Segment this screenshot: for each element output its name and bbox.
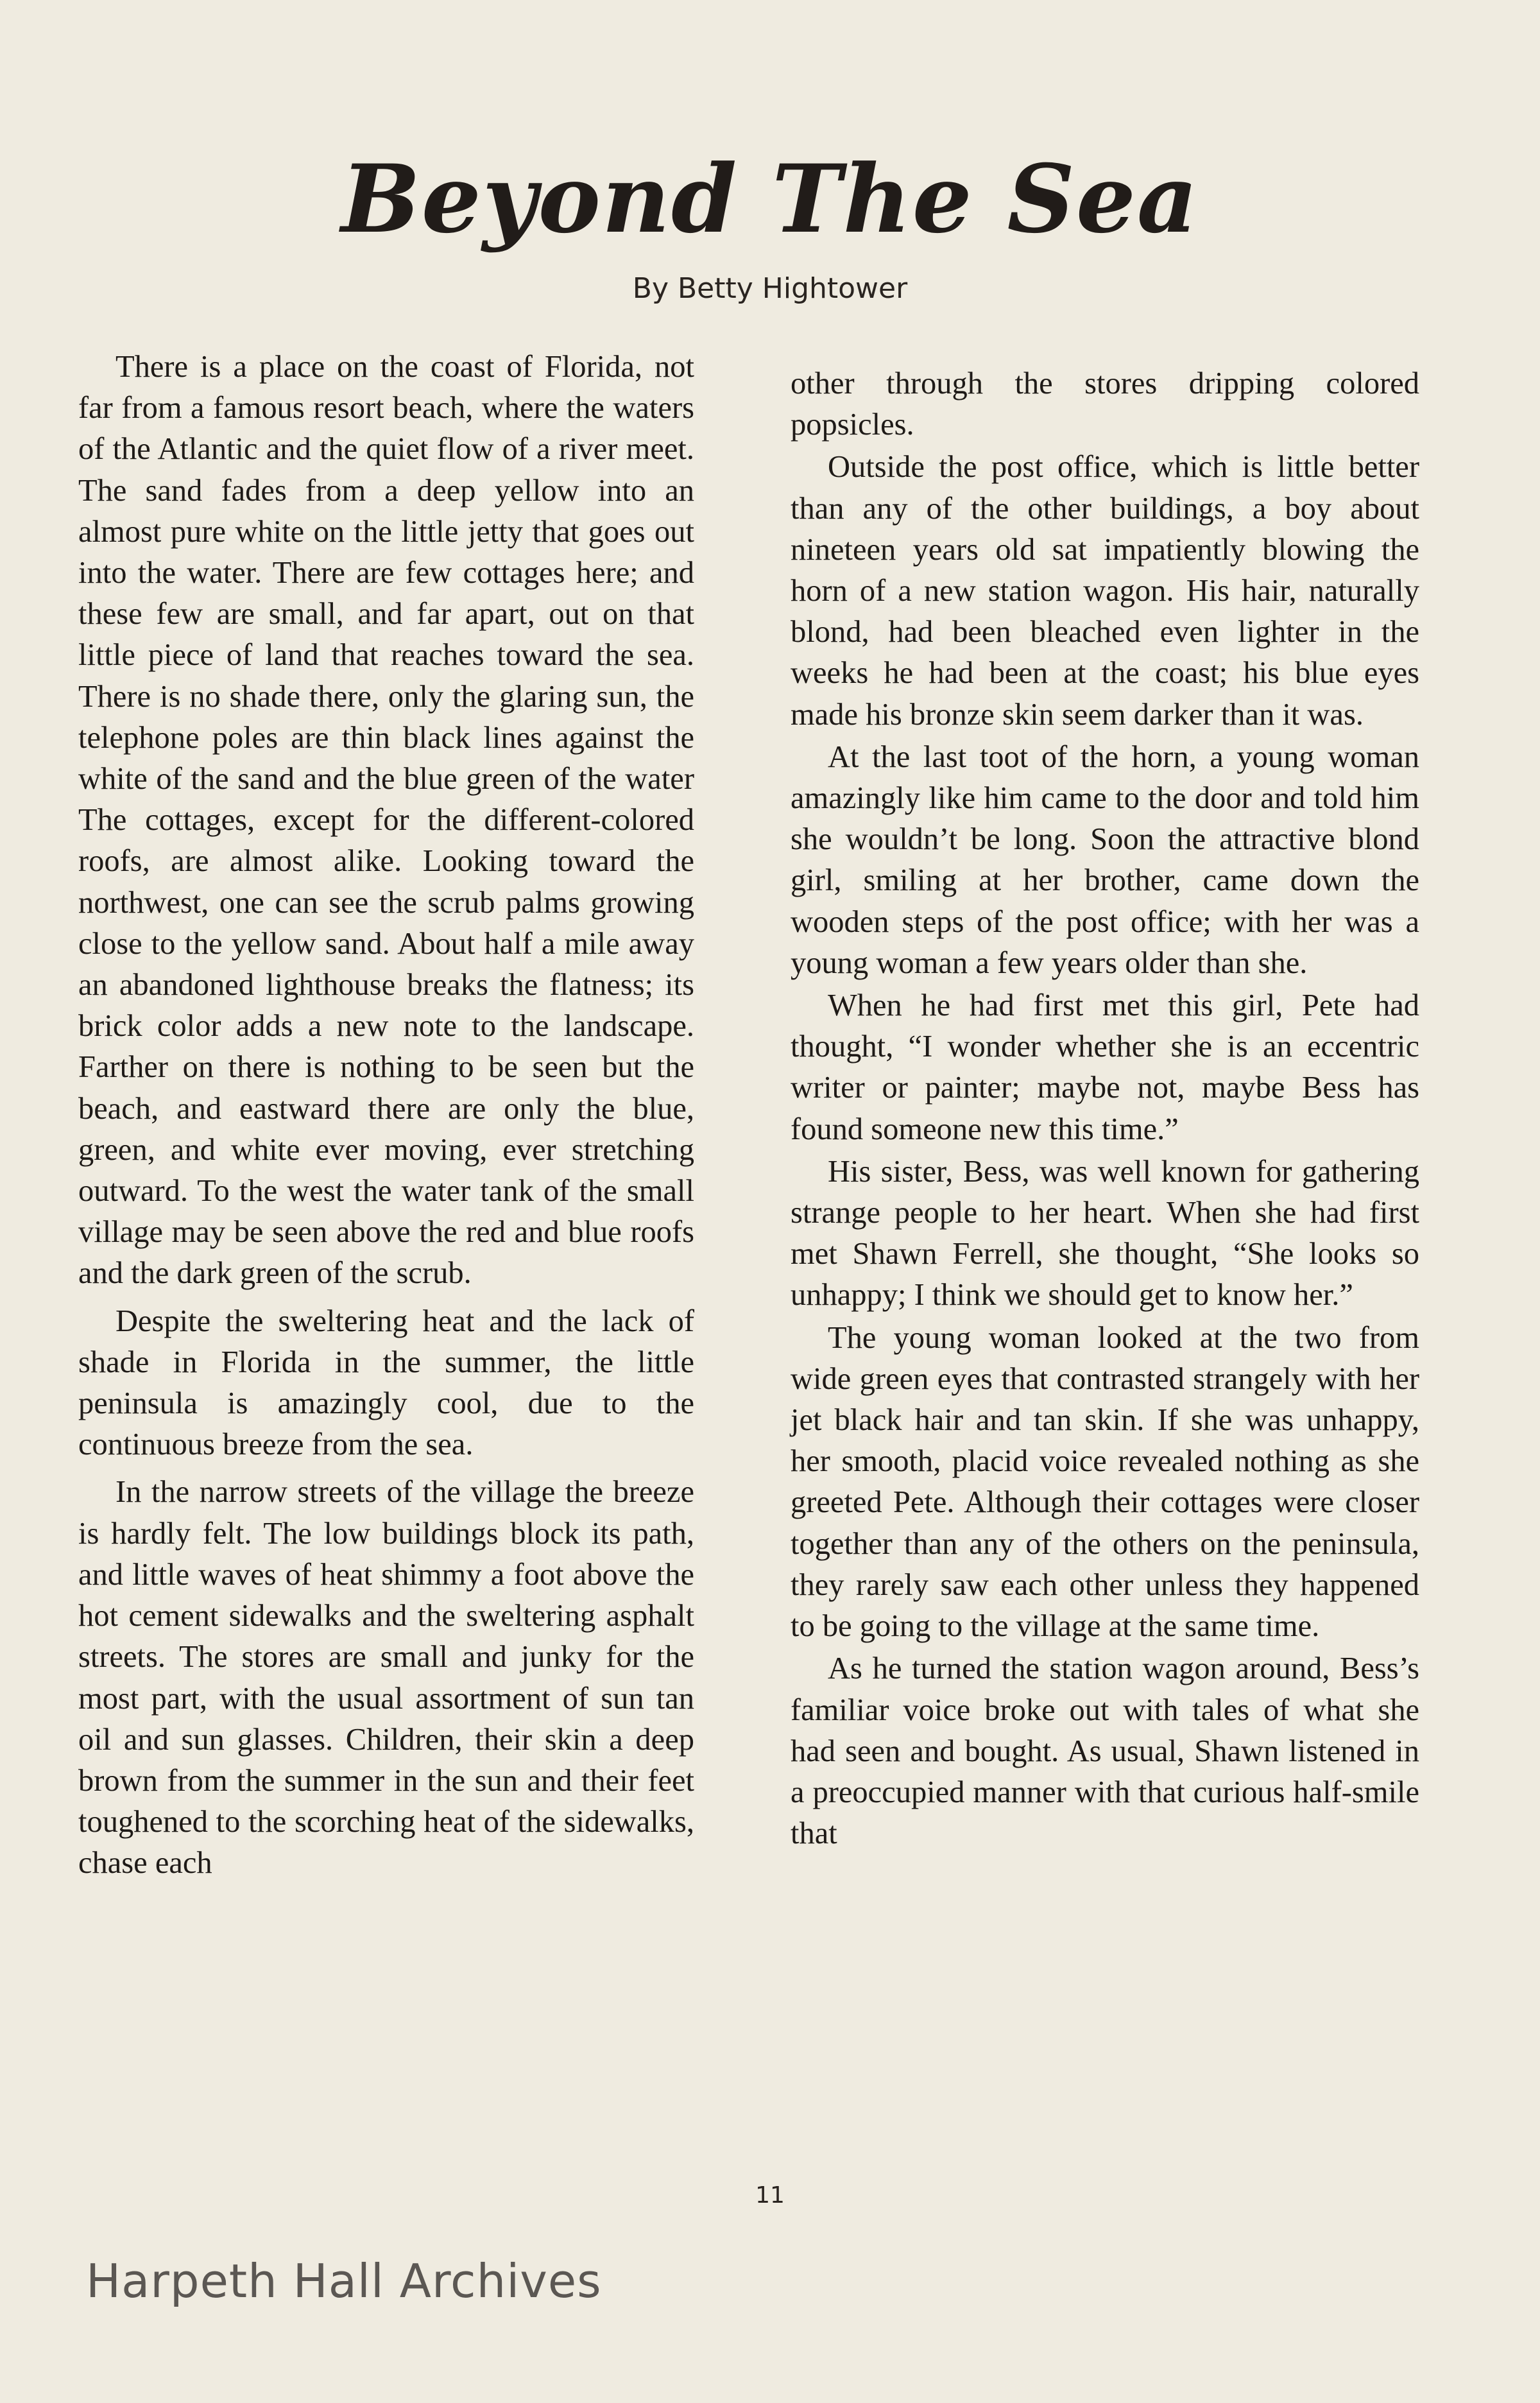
story-title: Beyond The Sea bbox=[341, 144, 1199, 254]
paragraph: There is a place on the coast of Florida, not far from a famous resort beach, where the waters of the Atlantic and the quiet flow of a river meet. The sand fades from a deep yellow into an almost pure white on the little jetty that goes out into the water. There are few cottages here; and these few are small, and far apart, out on that little piece of land that reaches toward the sea. There is no shade there, only the glaring sun, the telephone poles are thin black lines against the white of the sand and the blue green of the water The cottages, except for the different-colored roofs, are almost alike. Looking toward the northwest, one can see the scrub palms growing close to the yellow sand. About half a mile away an abandoned lighthouse breaks the flatness; its brick color adds a new note to the landscape. Farther on there is nothing to be seen but the beach, and eastward there are only the blue, green, and white ever moving, ever stretching outward. To the west the water tank of the small village may be seen above the red and blue roofs and the dark green of the scrub. bbox=[78, 350, 694, 1291]
paragraph: As he turned the station wagon around, Bess’s familiar voice broke out with tales of what she had seen and bought. As usual, Shawn listened in a preoccupied manner with that curious half-smile that bbox=[791, 1651, 1419, 1851]
paragraph: When he had first met this girl, Pete had thought, “I wonder whether she is an eccentric writer or painter; maybe not, maybe Bess has found someone new this time.” bbox=[791, 988, 1419, 1146]
archive-watermark: Harpeth Hall Archives bbox=[86, 2254, 602, 2308]
left-column bbox=[78, 347, 694, 1884]
paragraph: At the last toot of the horn, a young woman amazingly like him came to the door and told him she wouldn’t be long. Soon the attractive blond girl, smiling at her brother, came down the wooden steps of the post office; with her was a young woman a few years older than she. bbox=[791, 739, 1419, 980]
paragraph: Despite the sweltering heat and the lack of shade in Florida in the summer, the little peninsula is amazingly cool, due to the continuous breeze from the sea. bbox=[78, 1304, 694, 1462]
right-column bbox=[791, 363, 1419, 1854]
paragraph: In the narrow streets of the village the breeze is hardly felt. The low buildings block its path, and little waves of heat shimmy a foot above the hot cement sidewalks and the sweltering asphalt streets. The stores are small and junky for the most part, with the usual assortment of sun tan oil and sun glasses. Children, their skin a deep brown from the summer in the sun and their feet toughened to the scorching heat of the sidewalks, chase each bbox=[78, 1475, 694, 1881]
page-number: 11 bbox=[755, 2182, 785, 2209]
byline: By Betty Hightower bbox=[632, 272, 908, 305]
paragraph: Outside the post office, which is little better than any of the other buildings, a boy about nineteen years old sat impatiently blowing the horn of a new station wagon. His hair, naturally blond, had been bleached even lighter in the weeks he had been at the coast; his blue eyes made his bronze skin seem darker than it was. bbox=[791, 450, 1419, 732]
paragraph: The young woman looked at the two from wide green eyes that contrasted strangely with her jet black hair and tan skin. If she was unhappy, her smooth, placid voice revealed nothing as she greeted Pete. Although their cottages were closer together than any of the others on the peninsula, they rarely saw each other unless they happened to be going to the village at the same time. bbox=[791, 1320, 1419, 1644]
paragraph: His sister, Bess, was well known for gathering strange people to her heart. When she had first met Shawn Ferrell, she thought, “She looks so unhappy; I think we should get to know her.” bbox=[791, 1154, 1419, 1313]
paragraph: other through the stores dripping colored popsicles. bbox=[791, 366, 1419, 442]
